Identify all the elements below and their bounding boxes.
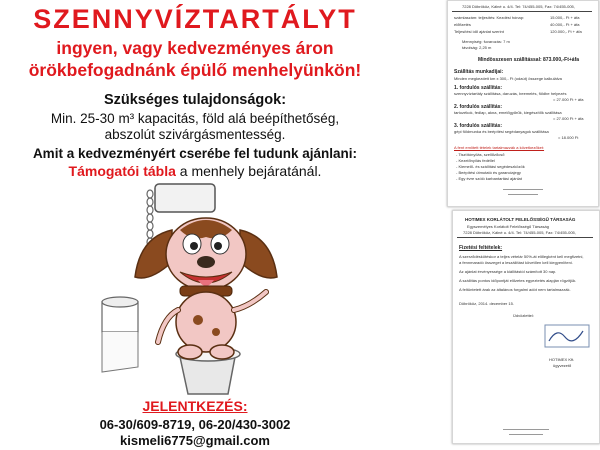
doc1-row2-value: 40.000,- Ft + áfa (550, 22, 580, 27)
doc1-mid2: távolság: 2,25 m (462, 45, 492, 50)
quote-document-page-1 (447, 0, 599, 207)
doc2-sign: Üdvözlettel: (513, 313, 534, 318)
doc1-total: Mindösszesen szállítással: 873.000,-Ft+áfa (478, 57, 580, 63)
offer-highlight: Támogatói tábla (68, 163, 176, 179)
quote-document-page-2 (452, 210, 600, 444)
doc2-p4: A szállítás pontos időpontját előzetes egyeztetés alapján rögzítjük. (459, 278, 577, 283)
doc2-sign-2: HOTIMEX Kft. (549, 357, 575, 362)
offer-line (0, 163, 390, 179)
doc1-item3-label: 3. fordulós szállítás: (454, 123, 503, 129)
doc1-item3-text: gépi földmunka és beépítési segédanyagok szállítása (454, 129, 549, 134)
contact-phone: 06-30/609-8719, 06-20/430-3002 (99, 417, 291, 432)
doc2-p5: A feltüntetett árak az általános forgalmi adót nem tartalmazzák. (459, 287, 571, 292)
offer-rest: a menhely bejáratánál. (175, 163, 322, 179)
doc1-row1-value: 15.000,- Ft + áfa (550, 15, 580, 20)
doc1-footer-rule-2 (508, 194, 538, 195)
doc1-row3-value: 120.000,- Ft + áfa (550, 29, 582, 34)
doc2-p1: A szerződéskötéskor a teljes vételár 50%-át előlegként kell megfizetni, (459, 254, 584, 259)
doc1-section1: Szállítás munkadíjai: (454, 69, 504, 75)
requirements-title: Szükséges tulajdonságok: (103, 92, 287, 108)
doc1-mid1: Mennyiség: fuvarozás: 7 m (462, 39, 510, 44)
doc1-item3-price: = 18.000 Ft (558, 135, 579, 140)
doc1-list2: - Kezelőnyílás fedéllel (456, 158, 495, 163)
doc1-item1-price: = 27.000 Ft + áfa (553, 97, 584, 102)
doc1-item2-price: = 27.000 Ft + áfa (553, 116, 584, 121)
poster-headline: SZENNYVÍZTARTÁLYT (33, 4, 357, 34)
doc2-address: 7228 Döbrököz, Kálné u. 4/4. Tel: 74/455-005, Fax: 74/455-005, (463, 230, 576, 235)
poster-subline-2: örökbefogadnánk épülő menhelyünkön! (28, 60, 362, 80)
doc1-row2: előfizetés (454, 22, 471, 27)
doc2-footer-rule (503, 429, 549, 430)
requirements-line-2: abszolút szivárgásmentesség. (104, 127, 286, 142)
doc2-p3: Az ajánlat érvényessége a kiállítástól számított 30 nap. (459, 269, 557, 274)
doc1-rule (452, 11, 592, 12)
offer-title: Amit a kedvezményért cserébe fel tudunk ajánlani: (32, 146, 358, 161)
poster-subline-1: ingyen, vagy kedvezményes áron (56, 38, 334, 58)
doc1-header: 7228 Döbrököz, Kálné u. 4/4. Tel: 74/455-005, Fax: 74/455-005, (462, 4, 575, 9)
doc2-footer-rule-2 (509, 434, 543, 435)
dog-on-toilet-illustration (80, 182, 330, 400)
doc2-title: Fizetési feltételek: (459, 245, 503, 251)
doc1-list1: - Tisztítónyílás, szellőzőcső (456, 152, 505, 157)
doc1-item1-text: szennyvíztartály szállítása, daruzás, beemelés, földbe helyezés (454, 91, 567, 96)
doc2-sign-3: ügyvezető (553, 363, 572, 368)
stamp-signature-icon (543, 319, 593, 353)
doc1-list4: - Beépítési útmutató és garanciajegy (456, 170, 521, 175)
doc2-company: HOTIMEX KORLÁTOLT FELELŐSSÉGŰ TÁRSASÁG (465, 217, 576, 222)
toilet-paper-icon (102, 297, 138, 372)
doc1-section1-text: Minden megkezdett km x 300,- Ft (odaút) összege kalkulálva (454, 76, 562, 81)
doc1-section2: A fent említett tételek tartalmazzák a következőket: (454, 145, 545, 150)
doc2-rule (457, 237, 593, 238)
doc1-footer-rule (503, 189, 543, 190)
doc1-item1-label: 1. fordulós szállítás: (454, 85, 503, 91)
doc1-list5: - Egy évre szóló karbantartási ajánlat (456, 176, 522, 181)
doc1-row3: Teljesítési idő ajánlat szerint (454, 29, 504, 34)
doc1-item2-text: tartozékok, fedlap, akna, emelőgyűrűk, kiegészítők szállítása (454, 110, 562, 115)
requirements-line-1: Min. 25-30 m³ kapacitás, föld alá beépíthetőség, (50, 111, 340, 126)
doc1-list3: - Kiemelő- és szállítási segédeszközök (456, 164, 525, 169)
doc2-company-2: Egyszemélyes Korlátolt Felelősségű Társaság (467, 224, 549, 229)
dog-head (166, 218, 246, 290)
contact-email: kismeli6775@gmail.com (120, 433, 270, 448)
contact-title: JELENTKEZÉS: (142, 398, 248, 414)
doc1-item2-label: 2. fordulós szállítás: (454, 104, 503, 110)
doc1-row1: számlaszám: teljesítés: Kezdési hónap: (454, 15, 525, 20)
doc2-date: Döbrököz, 2014. december 15. (459, 301, 514, 306)
toilet-cistern (155, 184, 215, 212)
doc2-p2: a fennmaradó összeget a leszállítást követően kell kiegyenlíteni. (459, 260, 573, 265)
dog-body (158, 292, 266, 359)
